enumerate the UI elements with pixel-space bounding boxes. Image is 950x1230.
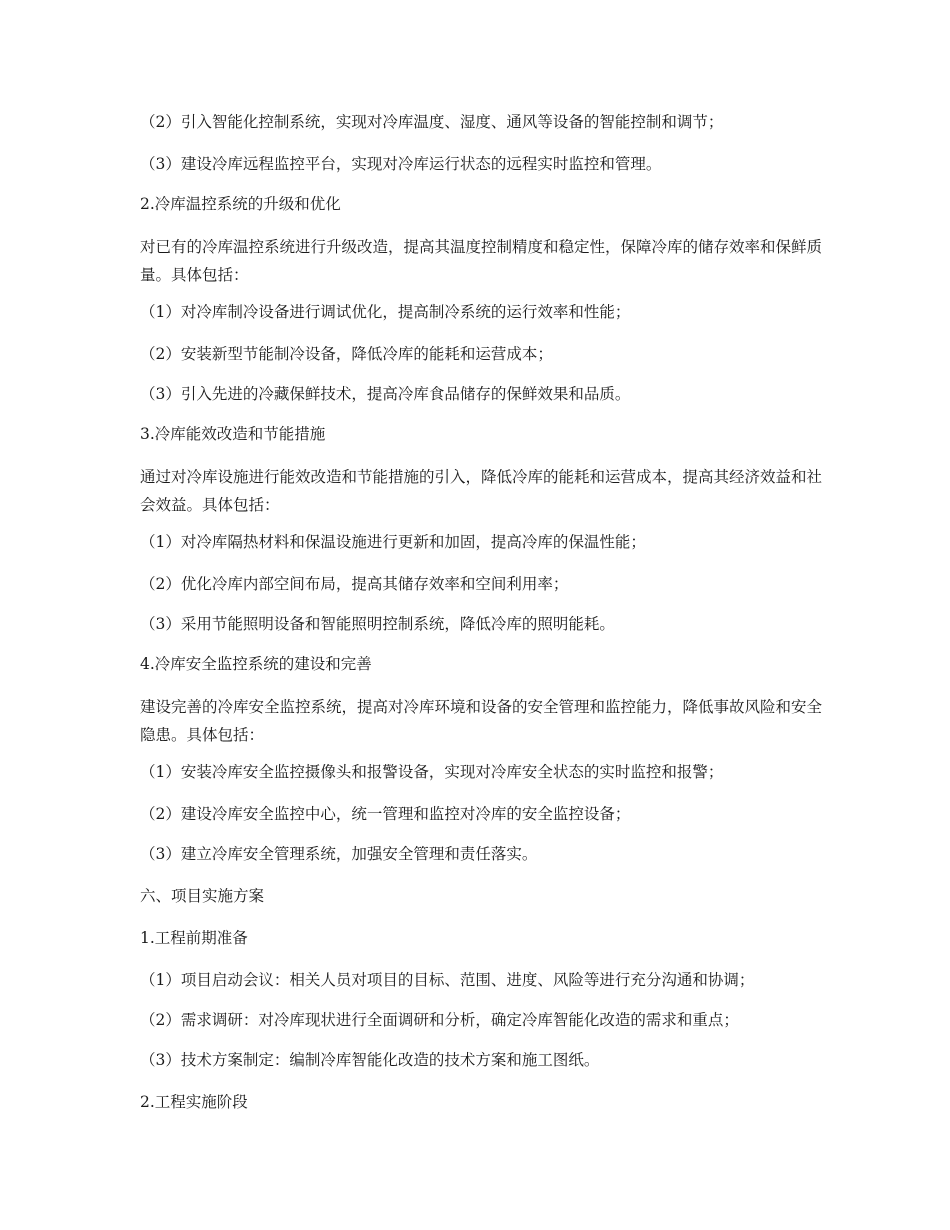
list-item: （2）需求调研：对冷库现状进行全面调研和分析，确定冷库智能化改造的需求和重点； [140, 1011, 739, 1029]
chapter-heading: 六、项目实施方案 [140, 887, 265, 905]
section-heading: 3.冷库能效改造和节能措施 [140, 425, 326, 443]
list-item: （1）对冷库制冷设备进行调试优化，提高制冷系统的运行效率和性能； [140, 303, 631, 321]
list-item: （3）引入先进的冷藏保鲜技术，提高冷库食品储存的保鲜效果和品质。 [140, 385, 631, 403]
list-item: （2）建设冷库安全监控中心，统一管理和监控对冷库的安全监控设备； [140, 805, 631, 823]
list-item: （1）项目启动会议：相关人员对项目的目标、范围、进度、风险等进行充分沟通和协调； [140, 971, 755, 989]
list-item: （3）建立冷库安全管理系统，加强安全管理和责任落实。 [140, 845, 538, 863]
section-heading: 2.工程实施阶段 [140, 1093, 248, 1111]
list-item: （3）技术方案制定：编制冷库智能化改造的技术方案和施工图纸。 [140, 1051, 600, 1069]
section-heading: 4.冷库安全监控系统的建设和完善 [140, 655, 372, 673]
list-item: （2）优化冷库内部空间布局，提高其储存效率和空间利用率； [140, 575, 569, 593]
paragraph: 对已有的冷库温控系统进行升级改造，提高其温度控制精度和稳定性，保障冷库的储存效率和保鲜质量。具体包括： [140, 238, 823, 284]
list-item: （1）安装冷库安全监控摄像头和报警设备，实现对冷库安全状态的实时监控和报警； [140, 763, 724, 781]
paragraph: 通过对冷库设施进行能效改造和节能措施的引入，降低冷库的能耗和运营成本，提高其经济效益和社会效益。具体包括： [140, 468, 823, 514]
section-heading: 1.工程前期准备 [140, 929, 248, 947]
section-heading: 2.冷库温控系统的升级和优化 [140, 195, 341, 213]
paragraph: 建设完善的冷库安全监控系统，提高对冷库环境和设备的安全管理和监控能力，降低事故风险和安全隐患。具体包括： [140, 698, 823, 744]
list-item: （3）建设冷库远程监控平台，实现对冷库运行状态的远程实时监控和管理。 [140, 155, 662, 173]
list-item: （1）对冷库隔热材料和保温设施进行更新和加固，提高冷库的保温性能； [140, 533, 646, 551]
list-item: （3）采用节能照明设备和智能照明控制系统，降低冷库的照明能耗。 [140, 615, 615, 633]
list-item: （2）引入智能化控制系统，实现对冷库温度、湿度、通风等设备的智能控制和调节； [140, 113, 724, 131]
list-item: （2）安装新型节能制冷设备，降低冷库的能耗和运营成本； [140, 345, 553, 363]
